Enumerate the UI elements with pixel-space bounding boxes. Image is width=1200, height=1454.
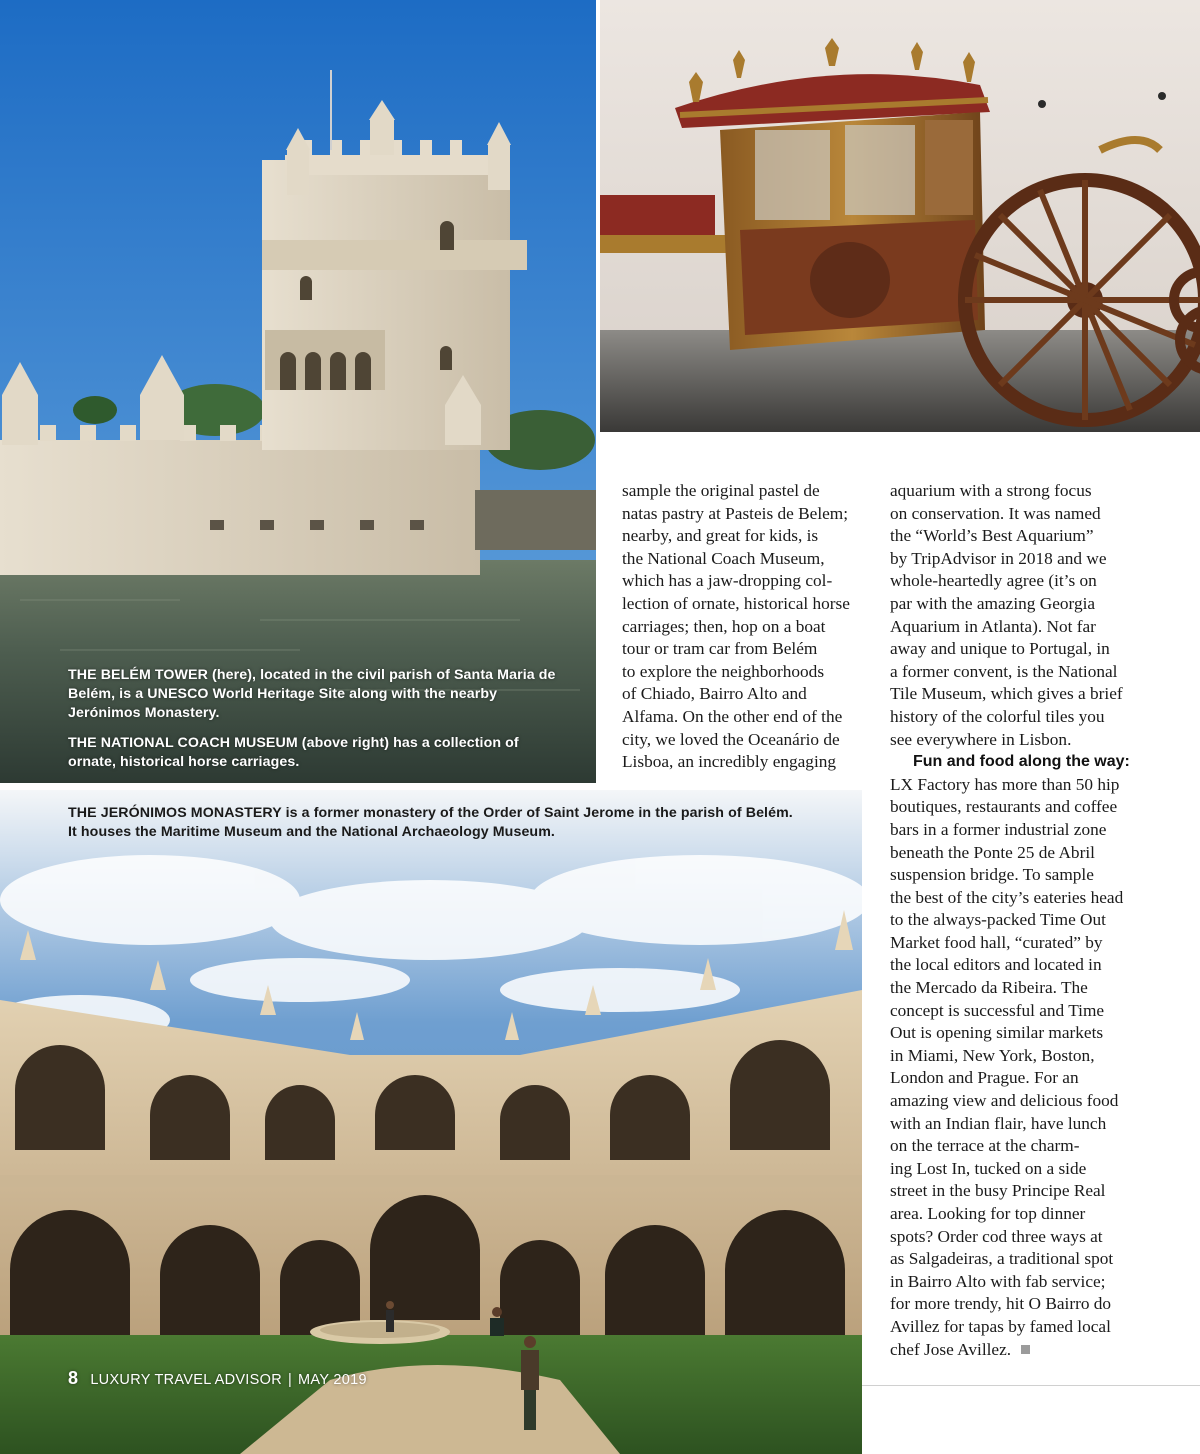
article-line: the National Coach Museum, <box>622 548 825 568</box>
article-line: see everywhere in Lisbon. <box>890 729 1072 749</box>
article-line: Out is opening similar markets <box>890 1023 1104 1043</box>
caption-lead: THE JERÓNIMOS MONASTERY <box>68 805 282 821</box>
monastery-cloister-photo <box>0 790 862 1454</box>
page-footer <box>68 1368 367 1389</box>
article-line: on conservation. It was named <box>890 503 1101 523</box>
article-line: to explore the neighborhoods <box>622 661 825 681</box>
article-line: LX Factory has more than 50 hip <box>890 774 1120 794</box>
article-column-right <box>890 480 1130 1361</box>
article-line: which has a jaw-dropping col- <box>622 571 833 591</box>
article-line: away and unique to Portugal, in <box>890 639 1110 659</box>
article-line: the “World’s Best Aquarium” <box>890 526 1094 546</box>
article-line: Tile Museum, which gives a brief <box>890 684 1123 704</box>
article-line: as Salgadeiras, a traditional spot <box>890 1249 1114 1269</box>
article-text-block <box>890 480 1130 751</box>
article-line: Avillez for tapas by famed local <box>890 1316 1111 1336</box>
article-line: amazing view and delicious food <box>890 1091 1119 1111</box>
article-line: to the always-packed Time Out <box>890 910 1106 930</box>
article-line: Lisboa, an incredibly engaging <box>622 752 837 772</box>
article-line: Market food hall, “curated” by <box>890 932 1103 952</box>
article-line: whole-heartedly agree (it’s on <box>890 571 1097 591</box>
article-line: natas pastry at Pasteis de Belem; <box>622 503 849 523</box>
article-line: in Miami, New York, Boston, <box>890 1045 1095 1065</box>
article-line: carriages; then, hop on a boat <box>622 616 826 636</box>
article-line: suspension bridge. To sample <box>890 865 1094 885</box>
belem-tower-caption <box>68 666 568 723</box>
article-line: concept is successful and Time <box>890 1000 1105 1020</box>
article-line: boutiques, restaurants and coffee <box>890 797 1118 817</box>
article-line: area. Looking for top dinner <box>890 1204 1086 1223</box>
article-line: tour or tram car from Belém <box>622 639 818 659</box>
article-column-middle <box>622 480 850 774</box>
caption-lead: THE BELÉM TOWER <box>68 667 208 683</box>
page-number: 8 <box>68 1368 79 1388</box>
article-line: Aquarium in Atlanta). Not far <box>890 616 1096 636</box>
monastery-caption <box>68 804 858 842</box>
caption-text: It houses the Maritime Museum and the National Archaeology Museum. <box>68 824 555 840</box>
end-of-article-icon <box>1021 1345 1030 1354</box>
article-line: Alfama. On the other end of the <box>622 706 843 726</box>
article-line: nearby, and great for kids, is <box>622 526 819 546</box>
article-line: ing Lost In, tucked on a side <box>890 1158 1087 1178</box>
issue-date: MAY 2019 <box>298 1372 367 1388</box>
article-text-block <box>890 774 1130 1361</box>
article-line: par with the amazing Georgia <box>890 593 1096 613</box>
article-line: lection of ornate, historical horse <box>622 593 850 613</box>
article-line: for more trendy, hit O Bairro do <box>890 1294 1112 1314</box>
article-line: history of the colorful tiles you <box>890 706 1105 726</box>
article-line: by TripAdvisor in 2018 and we <box>890 548 1107 568</box>
coach-carriage-photo <box>600 0 1200 432</box>
section-subhead: Fun and food along the way: <box>913 753 1130 771</box>
article-line: the Mercado da Ribeira. The <box>890 978 1088 998</box>
article-line: in Bairro Alto with fab service; <box>890 1271 1106 1291</box>
divider <box>862 1385 1200 1386</box>
article-line: a former convent, is the National <box>890 661 1118 681</box>
caption-text: is a former monastery of the Order of Saint Jerome in the parish of Belém. <box>281 805 793 821</box>
article-line: on the terrace at the charm- <box>890 1136 1080 1156</box>
article-line: London and Prague. For an <box>890 1068 1079 1088</box>
article-line: sample the original pastel de <box>622 481 820 500</box>
coach-museum-caption <box>68 734 568 772</box>
article-line: aquarium with a strong focus <box>890 481 1092 500</box>
caption-text: (here), located in the civil parish of Santa Maria de Belém, is a UNESCO World Heritage Site along with the nearby Jerónimos Monastery. <box>68 667 556 721</box>
article-line: bars in a former industrial zone <box>890 819 1107 839</box>
article-line: city, we loved the Oceanário de <box>622 729 840 749</box>
footer-separator: | <box>287 1372 293 1388</box>
caption-lead: THE NATIONAL COACH MUSEUM <box>68 735 298 751</box>
article-line: spots? Order cod three ways at <box>890 1226 1103 1246</box>
article-line: the best of the city’s eateries head <box>890 887 1124 907</box>
article-line: beneath the Ponte 25 de Abril <box>890 842 1095 862</box>
article-line: chef Jose Avillez. <box>890 1339 1130 1362</box>
article-line: of Chiado, Bairro Alto and <box>622 684 807 704</box>
publication-name: LUXURY TRAVEL ADVISOR <box>90 1372 282 1388</box>
caption-text: (above right) has a collection of ornate, historical horse carriages. <box>68 735 519 770</box>
article-line: with an Indian flair, have lunch <box>890 1113 1107 1133</box>
article-line: street in the busy Principe Real <box>890 1181 1106 1201</box>
article-line: the local editors and located in <box>890 955 1102 975</box>
